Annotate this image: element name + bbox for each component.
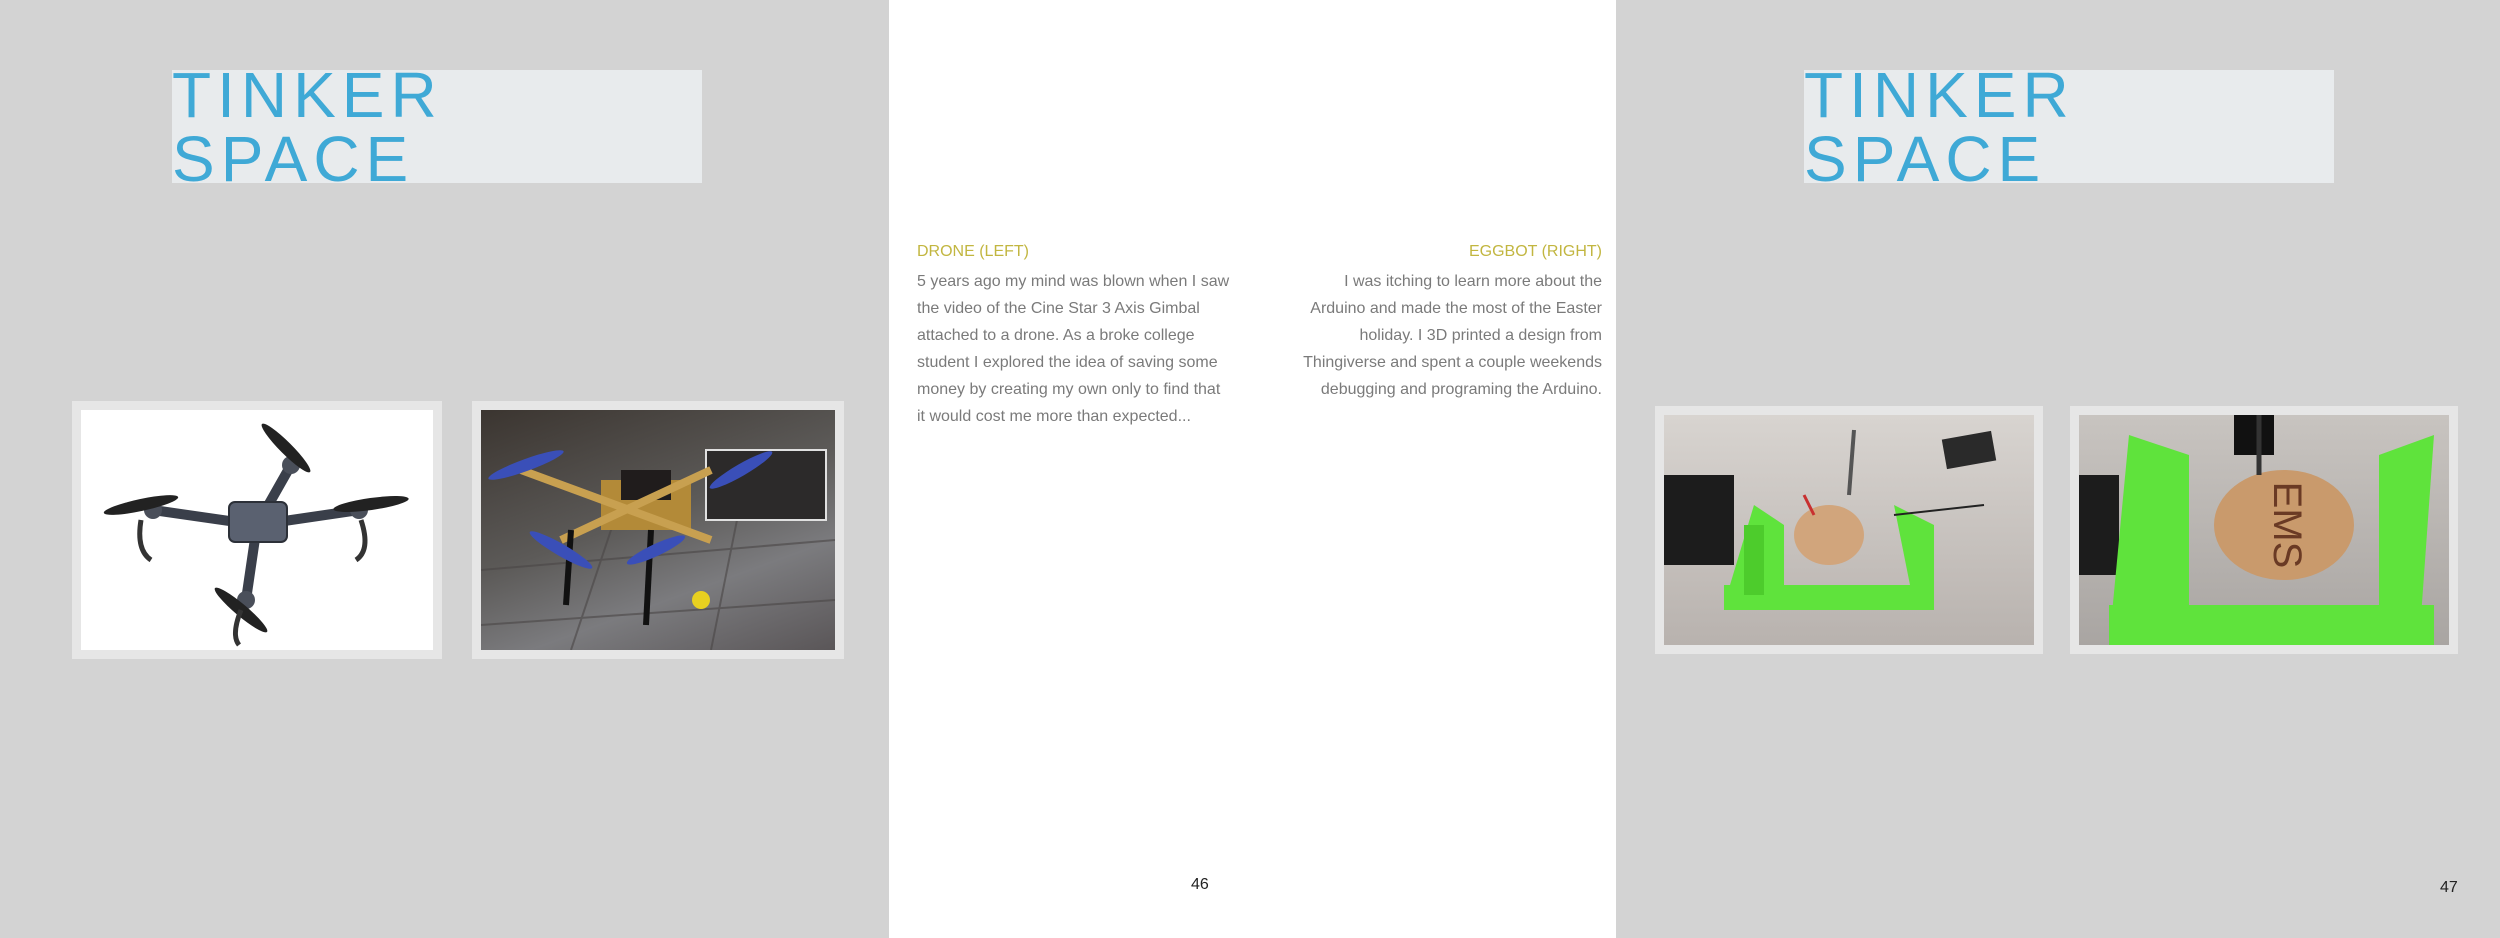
text-line: it would cost me more than expected... xyxy=(917,408,1191,425)
text-line: debugging and programing the Arduino. xyxy=(1320,381,1602,398)
text-line: attached to a drone. As a broke college xyxy=(917,327,1195,344)
title-banner-left xyxy=(172,58,702,195)
article-page xyxy=(889,0,1616,938)
eggbot-photo-image-2 xyxy=(2070,406,2458,654)
left-page xyxy=(0,0,889,938)
page-number-left: 46 xyxy=(1191,876,1209,893)
eggbot-paragraph xyxy=(1272,268,1602,403)
text-line: 5 years ago my mind was blown when I saw xyxy=(917,273,1230,290)
text-line: student I explored the idea of saving some xyxy=(917,354,1218,371)
page-title-right: TINKER SPACE xyxy=(1804,58,2075,195)
text-line: holiday. I 3D printed a design from xyxy=(1359,327,1602,344)
drone-heading: DRONE (LEFT) xyxy=(917,243,1029,260)
text-line: I was itching to learn more about the xyxy=(1344,273,1602,290)
eggbot-graphic-1 xyxy=(1664,415,2034,645)
text-line: Thingiverse and spent a couple weekends xyxy=(1303,354,1602,371)
text-line: Arduino and made the most of the Easter xyxy=(1310,300,1602,317)
drone-photo-image xyxy=(472,401,844,659)
right-page xyxy=(1616,0,2500,938)
drone-photo-graphic xyxy=(481,410,835,650)
text-line: money by creating my own only to find that xyxy=(917,381,1221,398)
eggbot-photo-image-1 xyxy=(1655,406,2043,654)
drone-render-graphic xyxy=(81,410,433,650)
egg-drawing: EMS xyxy=(2265,481,2309,569)
drone-paragraph xyxy=(917,268,1247,430)
eggbot-heading: EGGBOT (RIGHT) xyxy=(1468,243,1602,260)
text-line: the video of the Cine Star 3 Axis Gimbal xyxy=(917,300,1200,317)
page-title-left: TINKER SPACE xyxy=(172,58,443,195)
page-number-right: 47 xyxy=(2440,879,2458,896)
title-banner-right xyxy=(1804,58,2334,195)
drone-render-image xyxy=(72,401,442,659)
eggbot-graphic-2 xyxy=(2079,415,2449,645)
